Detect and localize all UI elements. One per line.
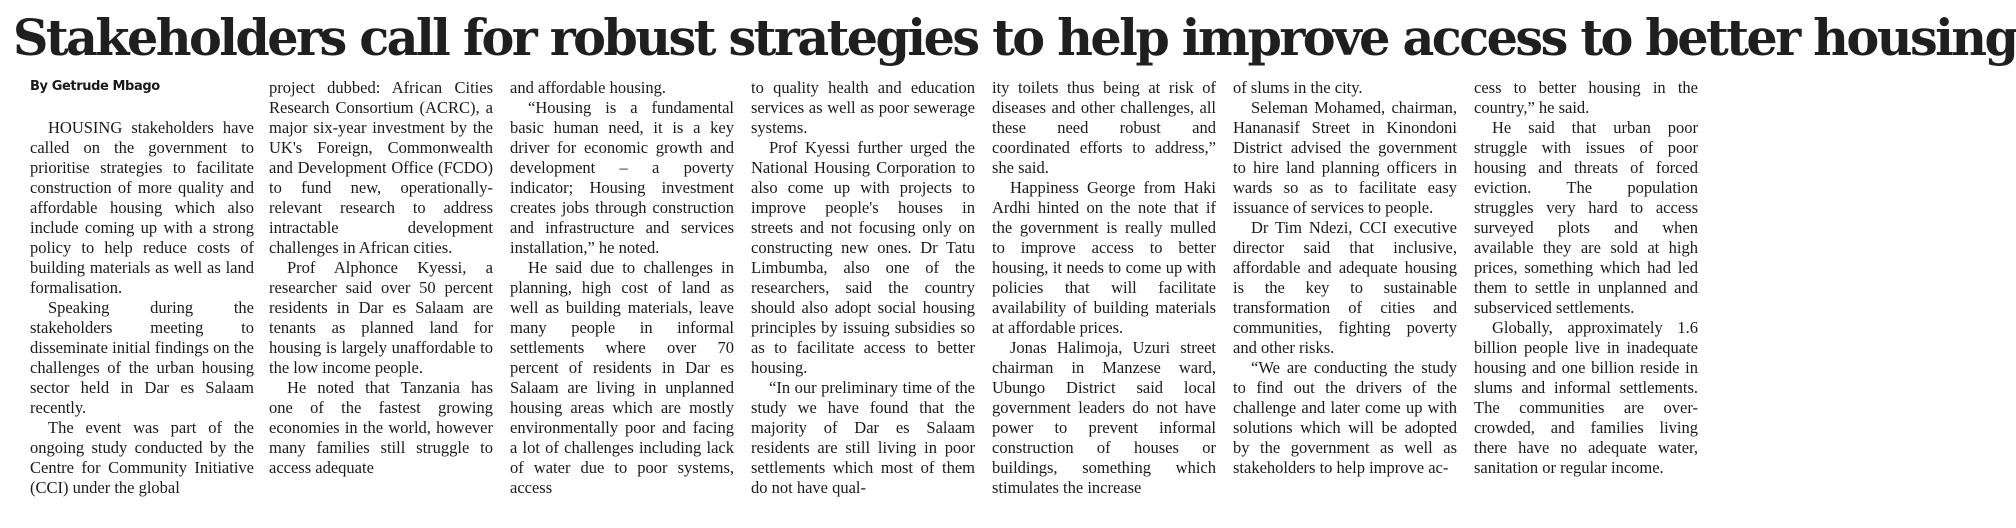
article-paragraph: He said due to challenges in planning, high cost of land as well as building materials, leave many people in informal settlements where over 70 percent of residents in Dar es Salaam are living in unplanned housing areas which are mostly environmentally poor and facing a lot of challenges including lack of water due to poor systems, access [510, 258, 734, 497]
article-paragraph: He noted that Tanzania has one of the fastest growing economies in the world, however many families still struggle to access adequate [269, 378, 493, 477]
article-paragraph: Seleman Mohamed, chairman, Hananasif Street in Kinondoni District advised the government to hire land planning officers in wards so as to facilitate easy issuance of services to people. [1233, 98, 1457, 217]
article-column-6 [1233, 78, 1457, 522]
article-paragraph: to quality health and education services as well as poor sewerage systems. [751, 78, 975, 137]
article-paragraph: Dr Tim Ndezi, CCI executive director said that inclusive, affordable and adequate housing is the key to sustainable transformation of cities and communities, fighting poverty and other risks. [1233, 218, 1457, 357]
article-column-3 [510, 78, 734, 522]
article-paragraph: “Housing is a fundamental basic human need, it is a key driver for economic growth and development – a poverty indicator; Housing investment creates jobs through construction and infrastructure and services installation,” he noted. [510, 98, 734, 257]
article-paragraph: “We are conducting the study to find out the drivers of the challenge and later come up with solutions which will be adopted by the government as well as stakeholders to help improve ac- [1233, 358, 1457, 477]
article-column-5 [992, 78, 1216, 522]
article-paragraph: Happiness George from Haki Ardhi hinted on the note that if the government is really mulled to improve access to better housing, it needs to come up with policies that will facilitate availability of building materials at affordable prices. [992, 178, 1216, 337]
article-paragraph: Speaking during the stakeholders meeting to disseminate initial findings on the challenges of the urban housing sector held in Dar es Salaam recently. [30, 298, 254, 417]
article-column-2 [269, 78, 493, 522]
article-paragraph: Prof Kyessi further urged the National Housing Corporation to also come up with projects to improve people's houses in streets and not focusing only on constructing new ones. Dr Tatu Limbumba, also one of the researchers, said the country should also adopt social housing principles by issuing subsidies so as to facilitate access to better housing. [751, 138, 975, 377]
article-column-1 [30, 118, 254, 522]
article-paragraph: Prof Alphonce Kyessi, a researcher said over 50 percent residents in Dar es Salaam are tenants as planned land for housing is largely unaffordable to the low income people. [269, 258, 493, 377]
article-column-4 [751, 78, 975, 522]
article-paragraph: He said that urban poor struggle with issues of poor housing and threats of forced eviction. The population struggles very hard to access surveyed plots and when available they are sold at high prices, something which had led them to settle in unplanned and subserviced settlements. [1474, 118, 1698, 317]
article-paragraph: ity toilets thus being at risk of diseases and other challenges, all these need robust and coordinated efforts to address,” she said. [992, 78, 1216, 177]
byline: By Getrude Mbago [30, 79, 160, 94]
article-column-7 [1474, 78, 1698, 522]
article-paragraph: The event was part of the ongoing study conducted by the Centre for Community Initiative (CCI) under the global [30, 418, 254, 497]
article-paragraph: HOUSING stakeholders have called on the government to prioritise strategies to facilitate construction of more quality and affordable housing which also include coming up with a strong policy to help reduce costs of building materials as well as land formalisation. [30, 118, 254, 297]
article-paragraph: project dubbed: African Cities Research Consortium (ACRC), a major six-year investment by the UK's Foreign, Commonwealth and Development Office (FCDO) to fund new, operationally-relevant research to address intractable development challenges in African cities. [269, 78, 493, 257]
headline: Stakeholders call for robust strategies to help improve access to better housing [12, 8, 2016, 67]
article-paragraph: Globally, approximately 1.6 billion people live in inadequate housing and one billion reside in slums and informal settlements. The communities are over-crowded, and families living there have no adequate water, sanitation or regular income. [1474, 318, 1698, 477]
article-paragraph: and affordable housing. [510, 78, 666, 97]
article-paragraph: Jonas Halimoja, Uzuri street chairman in Manzese ward, Ubungo District said local government leaders do not have power to prevent informal construction of houses or buildings, something which stimulates the increase [992, 338, 1216, 497]
article-paragraph: “In our preliminary time of the study we have found that the majority of Dar es Salaam residents are still living in poor settlements which most of them do not have qual- [751, 378, 975, 497]
article-paragraph: cess to better housing in the country,” he said. [1474, 78, 1698, 117]
article-paragraph: of slums in the city. [1233, 78, 1363, 97]
